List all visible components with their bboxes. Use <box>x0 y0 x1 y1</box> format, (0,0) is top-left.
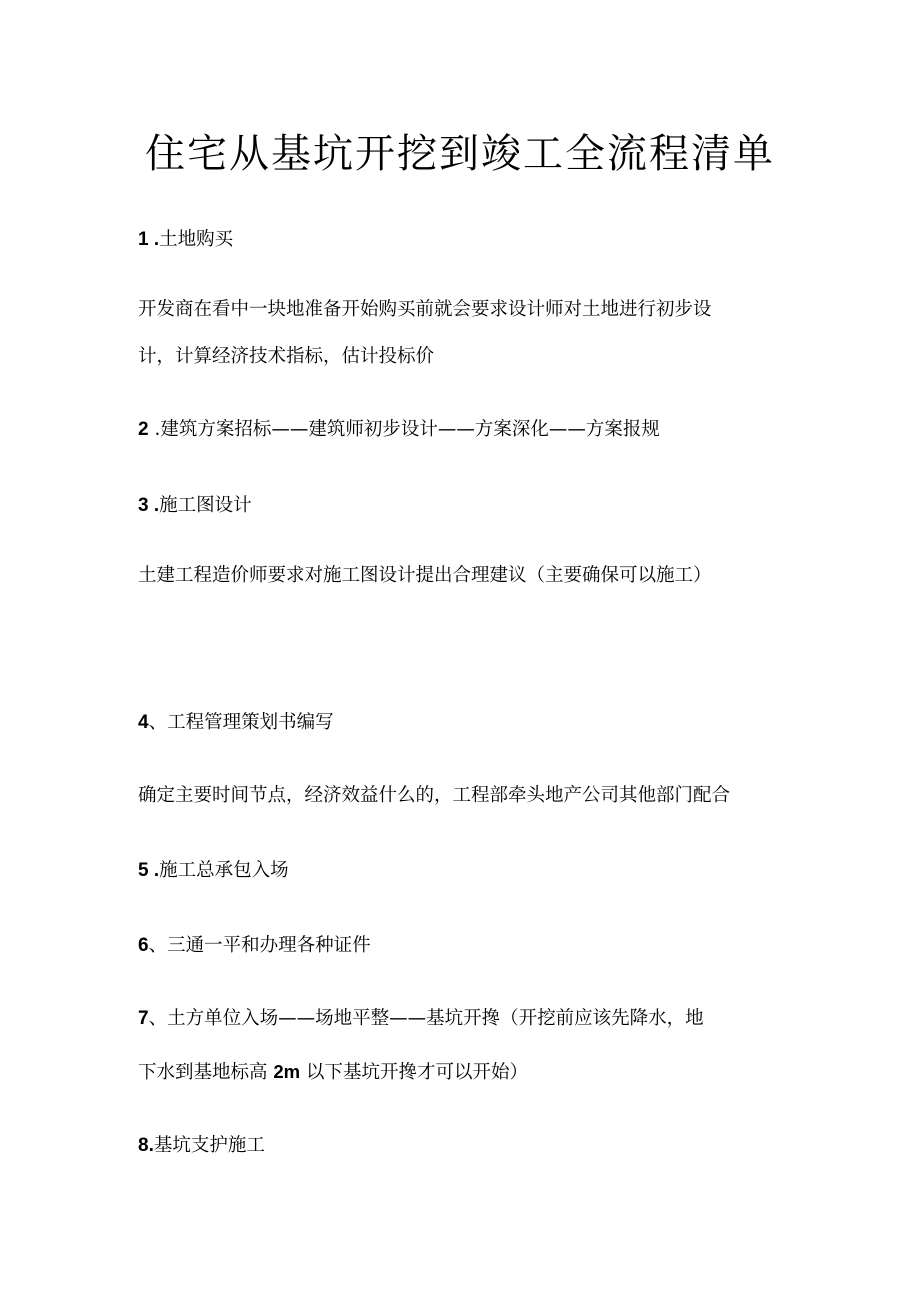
heading-separator: . <box>148 1135 154 1156</box>
heading-separator: 、 <box>148 935 168 956</box>
paragraph-7-continuation <box>138 1058 528 1087</box>
heading-number: 3 <box>138 495 149 516</box>
heading-3 <box>138 492 252 520</box>
heading-number: 1 <box>138 229 149 250</box>
heading-text: 工程管理策划书编写 <box>167 712 334 733</box>
heading-text: 施工总承包入场 <box>159 860 289 881</box>
heading-text: 基坑支护施工 <box>153 1135 265 1156</box>
heading-8 <box>138 1132 265 1160</box>
heading-1 <box>138 226 233 254</box>
heading-separator: . <box>148 495 160 516</box>
heading-6 <box>138 932 371 960</box>
heading-text: 土地购买 <box>159 229 234 250</box>
heading-4 <box>138 709 334 737</box>
heading-text: 建筑方案招标——建筑师初步设计——方案深化——方案报规 <box>160 419 660 440</box>
paragraph-1-line-2: 计，计算经济技术指标，估计投标价 <box>138 346 435 367</box>
heading-7 <box>138 1005 704 1033</box>
heading-text: 三通一平和办理各种证件 <box>167 935 371 956</box>
heading-number: 4 <box>138 712 149 733</box>
heading-separator: . <box>148 860 160 881</box>
heading-2 <box>138 416 660 444</box>
document-title: 住宅从基坑开挖到竣工全流程清单 <box>145 131 775 177</box>
heading-5 <box>138 857 289 885</box>
continuation-text-c: 以下基坑开搀才可以开始） <box>300 1062 529 1083</box>
heading-separator: . <box>148 419 161 440</box>
heading-number: 2 <box>138 419 149 440</box>
continuation-depth: 2m <box>273 1061 301 1082</box>
heading-separator: 、 <box>148 712 168 733</box>
heading-separator: . <box>148 229 160 250</box>
paragraph-4: 确定主要时间节点，经济效益什么的，工程部牵头地产公司其他部门配合 <box>138 785 731 806</box>
heading-number: 6 <box>138 935 149 956</box>
paragraph-3: 土建工程造价师要求对施工图设计提出合理建议（主要确保可以施工） <box>138 565 712 586</box>
heading-text: 施工图设计 <box>159 495 252 516</box>
heading-separator: 、 <box>148 1008 168 1029</box>
heading-number: 8 <box>138 1135 149 1156</box>
heading-number: 5 <box>138 860 149 881</box>
continuation-text-a: 下水到基地标高 <box>138 1062 274 1083</box>
paragraph-1-line-1: 开发商在看中一块地准备开始购买前就会要求设计师对土地进行初步设 <box>138 299 712 320</box>
heading-text: 土方单位入场——场地平整——基坑开搀（开挖前应该先降水，地 <box>167 1008 704 1029</box>
heading-number: 7 <box>138 1008 149 1029</box>
